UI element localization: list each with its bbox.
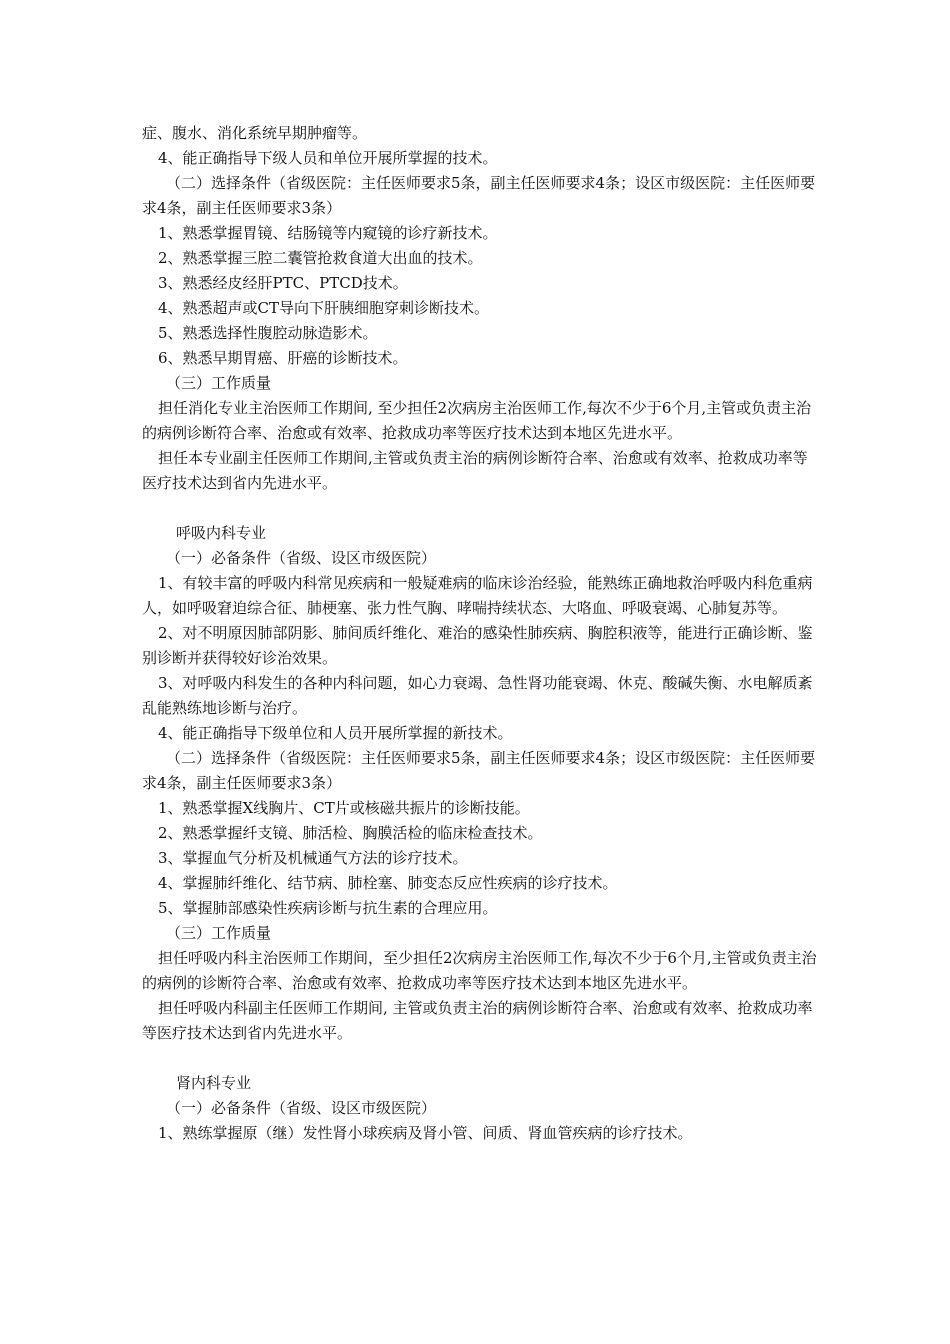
section-heading: （二）选择条件（省级医院：主任医师要求5条，副主任医师要求4条；设区市级医院：主任医师要求4条，副主任医师要求3条）: [142, 749, 816, 792]
list-item: 1、熟悉掌握胃镜、结肠镜等内窥镜的诊疗新技术。: [158, 224, 498, 242]
paragraph: 担任呼吸内科主治医师工作期间，至少担任2次病房主治医师工作,每次不少于6个月,主管或负责主治的病例的诊断符合率、治愈或有效率、抢救成功率等医疗技术达到本地区先进水平。: [142, 949, 817, 992]
section-heading: （一）必备条件（省级、设区市级医院）: [166, 549, 437, 567]
blank-line: [142, 496, 822, 521]
paragraph: 担任呼吸内科副主任医师工作期间, 主管或负责主治的病例诊断符合率、治愈或有效率、抢救成功率等医疗技术达到省内先进水平。: [142, 999, 813, 1042]
list-item: 2、熟悉掌握三腔二囊管抢救食道大出血的技术。: [158, 249, 483, 267]
paragraph: 担任消化专业主治医师工作期间, 至少担任2次病房主治医师工作,每次不少于6个月,主管或负责主治的病例诊断符合率、治愈或有效率、抢救成功率等医疗技术达到本地区先进水平。: [142, 399, 812, 442]
list-item: 4、能正确指导下级单位和人员开展所掌握的新技术。: [158, 724, 513, 742]
list-item: 4、熟悉超声或CT导向下肝胰细胞穿刺诊断技术。: [158, 299, 490, 317]
document-body: [142, 121, 822, 1146]
list-item: 3、熟悉经皮经肝PTC、PTCD技术。: [158, 274, 408, 292]
paragraph: 症、腹水、消化系统早期肿瘤等。: [142, 124, 368, 142]
list-item: 5、掌握肺部感染性疾病诊断与抗生素的合理应用。: [158, 899, 498, 917]
list-item: 1、熟悉掌握X线胸片、CT片或核磁共振片的诊断技能。: [158, 799, 530, 817]
list-item: 6、熟悉早期胃癌、肝癌的诊断技术。: [158, 349, 408, 367]
list-item: 1、熟练掌握原（继）发性肾小球疾病及肾小管、间质、肾血管疾病的诊疗技术。: [158, 1124, 693, 1142]
blank-line: [142, 1046, 822, 1071]
list-item: 4、能正确指导下级人员和单位开展所掌握的技术。: [158, 149, 498, 167]
section-heading: （一）必备条件（省级、设区市级医院）: [166, 1099, 437, 1117]
section-heading: （二）选择条件（省级医院：主任医师要求5条，副主任医师要求4条；设区市级医院：主任医师要求4条，副主任医师要求3条）: [142, 174, 816, 217]
paragraph: 担任本专业副主任医师工作期间,主管或负责主治的病例诊断符合率、治愈或有效率、抢救成功率等医疗技术达到省内先进水平。: [142, 449, 808, 492]
section-heading: （三）工作质量: [166, 924, 272, 942]
list-item: 1、有较丰富的呼吸内科常见疾病和一般疑难病的临床诊治经验，能熟练正确地救治呼吸内科危重病人，如呼吸窘迫综合征、肺梗塞、张力性气胸、哮喘持续状态、大咯血、呼吸衰竭、心肺复苏等。: [142, 574, 813, 617]
list-item: 2、熟悉掌握纤支镜、肺活检、胸膜活检的临床检查技术。: [158, 824, 543, 842]
specialty-title: 呼吸内科专业: [176, 524, 267, 542]
list-item: 3、对呼吸内科发生的各种内科问题，如心力衰竭、急性肾功能衰竭、休克、酸碱失衡、水电解质紊乱能熟练地诊断与治疗。: [142, 674, 813, 717]
list-item: 2、对不明原因肺部阴影、肺间质纤维化、难治的感染性肺疾病、胸腔积液等，能进行正确诊断、鉴别诊断并获得较好诊治效果。: [142, 624, 813, 667]
list-item: 5、熟悉选择性腹腔动脉造影术。: [158, 324, 378, 342]
list-item: 3、掌握血气分析及机械通气方法的诊疗技术。: [158, 849, 468, 867]
specialty-title: 肾内科专业: [176, 1074, 252, 1092]
list-item: 4、掌握肺纤维化、结节病、肺栓塞、肺变态反应性疾病的诊疗技术。: [158, 874, 618, 892]
section-heading: （三）工作质量: [166, 374, 272, 392]
